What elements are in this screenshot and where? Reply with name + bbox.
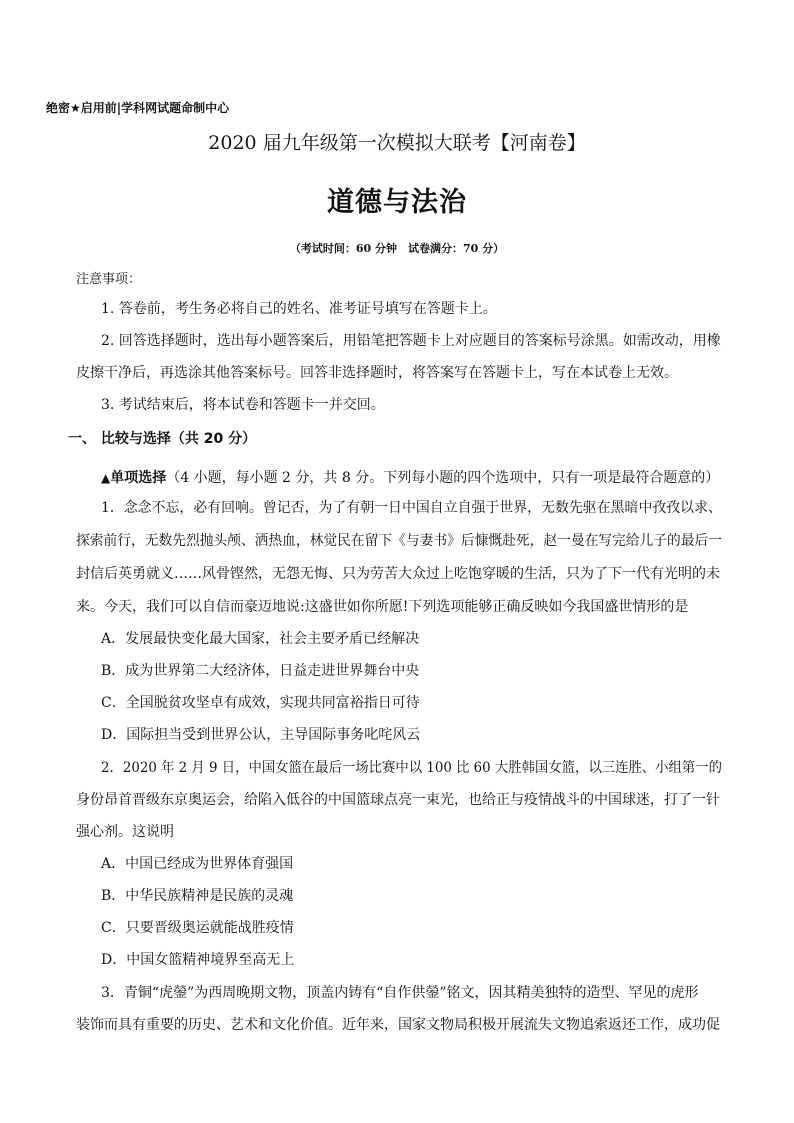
q1-option-b: B．成为世界第二大经济体，日益走进世界舞台中央 xyxy=(101,663,420,679)
single-choice-desc: （4 小题，每小题 2 分，共 8 分。下列每小题的四个选项中，只有一项是最符合题意的） xyxy=(166,470,720,486)
q2-option-d: D．中国女篮精神境界至高无上 xyxy=(101,952,295,968)
exam-title: 2020 届九年级第一次模拟大联考【河南卷】 xyxy=(208,132,586,154)
q1-line-3: 封信后英勇就义……风骨铿然，无怨无悔、只为劳苦大众过上吃饱穿暖的生活，只为了下一代有光明的未 xyxy=(76,566,720,582)
triangle-icon: ▲ xyxy=(101,471,111,485)
q2-line-3: 强心剂。这说明 xyxy=(76,824,174,840)
confidential-mark: 绝密★启用前|学科网试题命制中心 xyxy=(46,101,230,115)
notice-item-3: 3. 考试结束后，将本试卷和答题卡一并交回。 xyxy=(101,397,385,413)
subject-title: 道德与法治 xyxy=(327,187,467,218)
q2-option-c: C．只要晋级奥运就能战胜疫情 xyxy=(101,920,294,936)
q1-option-c: C．全国脱贫攻坚卓有成效，实现共同富裕指日可待 xyxy=(101,695,420,711)
notice-item-2-line-1: 2. 回答选择题时，选出每小题答案后，用铅笔把答题卡上对应题目的答案标号涂黑。如需改动，用橡 xyxy=(101,333,721,349)
single-choice-label: 单项选择 xyxy=(110,470,167,486)
q3-line-1: 3．青铜“虎鎣”为西周晚期文物，顶盖内铸有“自作供鎣”铭文，因其精美独特的造型、罕见的虎形 xyxy=(101,985,699,1001)
single-choice-instruction xyxy=(101,467,719,487)
q2-option-b: B．中华民族精神是民族的灵魂 xyxy=(101,888,294,904)
notice-heading: 注意事项： xyxy=(76,272,142,287)
q1-option-a: A．发展最快变化最大国家，社会主要矛盾已经解决 xyxy=(101,631,420,647)
q1-line-4: 来。今天，我们可以自信而豪迈地说:这盛世如你所愿!下列选项能够正确反映如今我国盛世情形的是 xyxy=(76,599,689,615)
notice-item-1: 1. 答卷前，考生务必将自己的姓名、准考证号填写在答题卡上。 xyxy=(101,301,497,317)
exam-info: （考试时间：60 分钟 试卷满分：70 分） xyxy=(289,242,505,255)
q3-line-2: 装饰而具有重要的历史、艺术和文化价值。近年来，国家文物局积极开展流失文物追索返还工作，成功促 xyxy=(76,1017,720,1033)
q2-line-2: 身份昂首晋级东京奥运会，给陷入低谷的中国篮球点亮一束光，也给正与疫情战斗的中国球迷，打了一针 xyxy=(76,792,720,808)
q2-option-a: A．中国已经成为世界体育强国 xyxy=(101,856,294,872)
q2-line-1: 2．2020 年 2 月 9 日，中国女篮在最后一场比赛中以 100 比 60 大胜韩国女篮，以三连胜、小组第一的 xyxy=(101,760,722,776)
q1-option-d: D．国际担当受到世界公认，主导国际事务叱咤风云 xyxy=(101,727,421,743)
q1-line-1: 1．念念不忘，必有回响。曾记否，为了有朝一日中国自立自强于世界，无数先驱在黑暗中孜孜以求、 xyxy=(101,500,722,516)
section-heading: 一、 比较与选择（共 20 分） xyxy=(68,431,257,447)
notice-item-2-line-2: 皮擦干净后，再选涂其他答案标号。回答非选择题时，将答案写在答题卡上，写在本试卷上无效。 xyxy=(76,365,678,381)
q1-line-2: 探索前行，无数先烈抛头颅、洒热血，林觉民在留下《与妻书》后慷慨赴死，赵一曼在写完给儿子的最后一 xyxy=(76,533,723,549)
